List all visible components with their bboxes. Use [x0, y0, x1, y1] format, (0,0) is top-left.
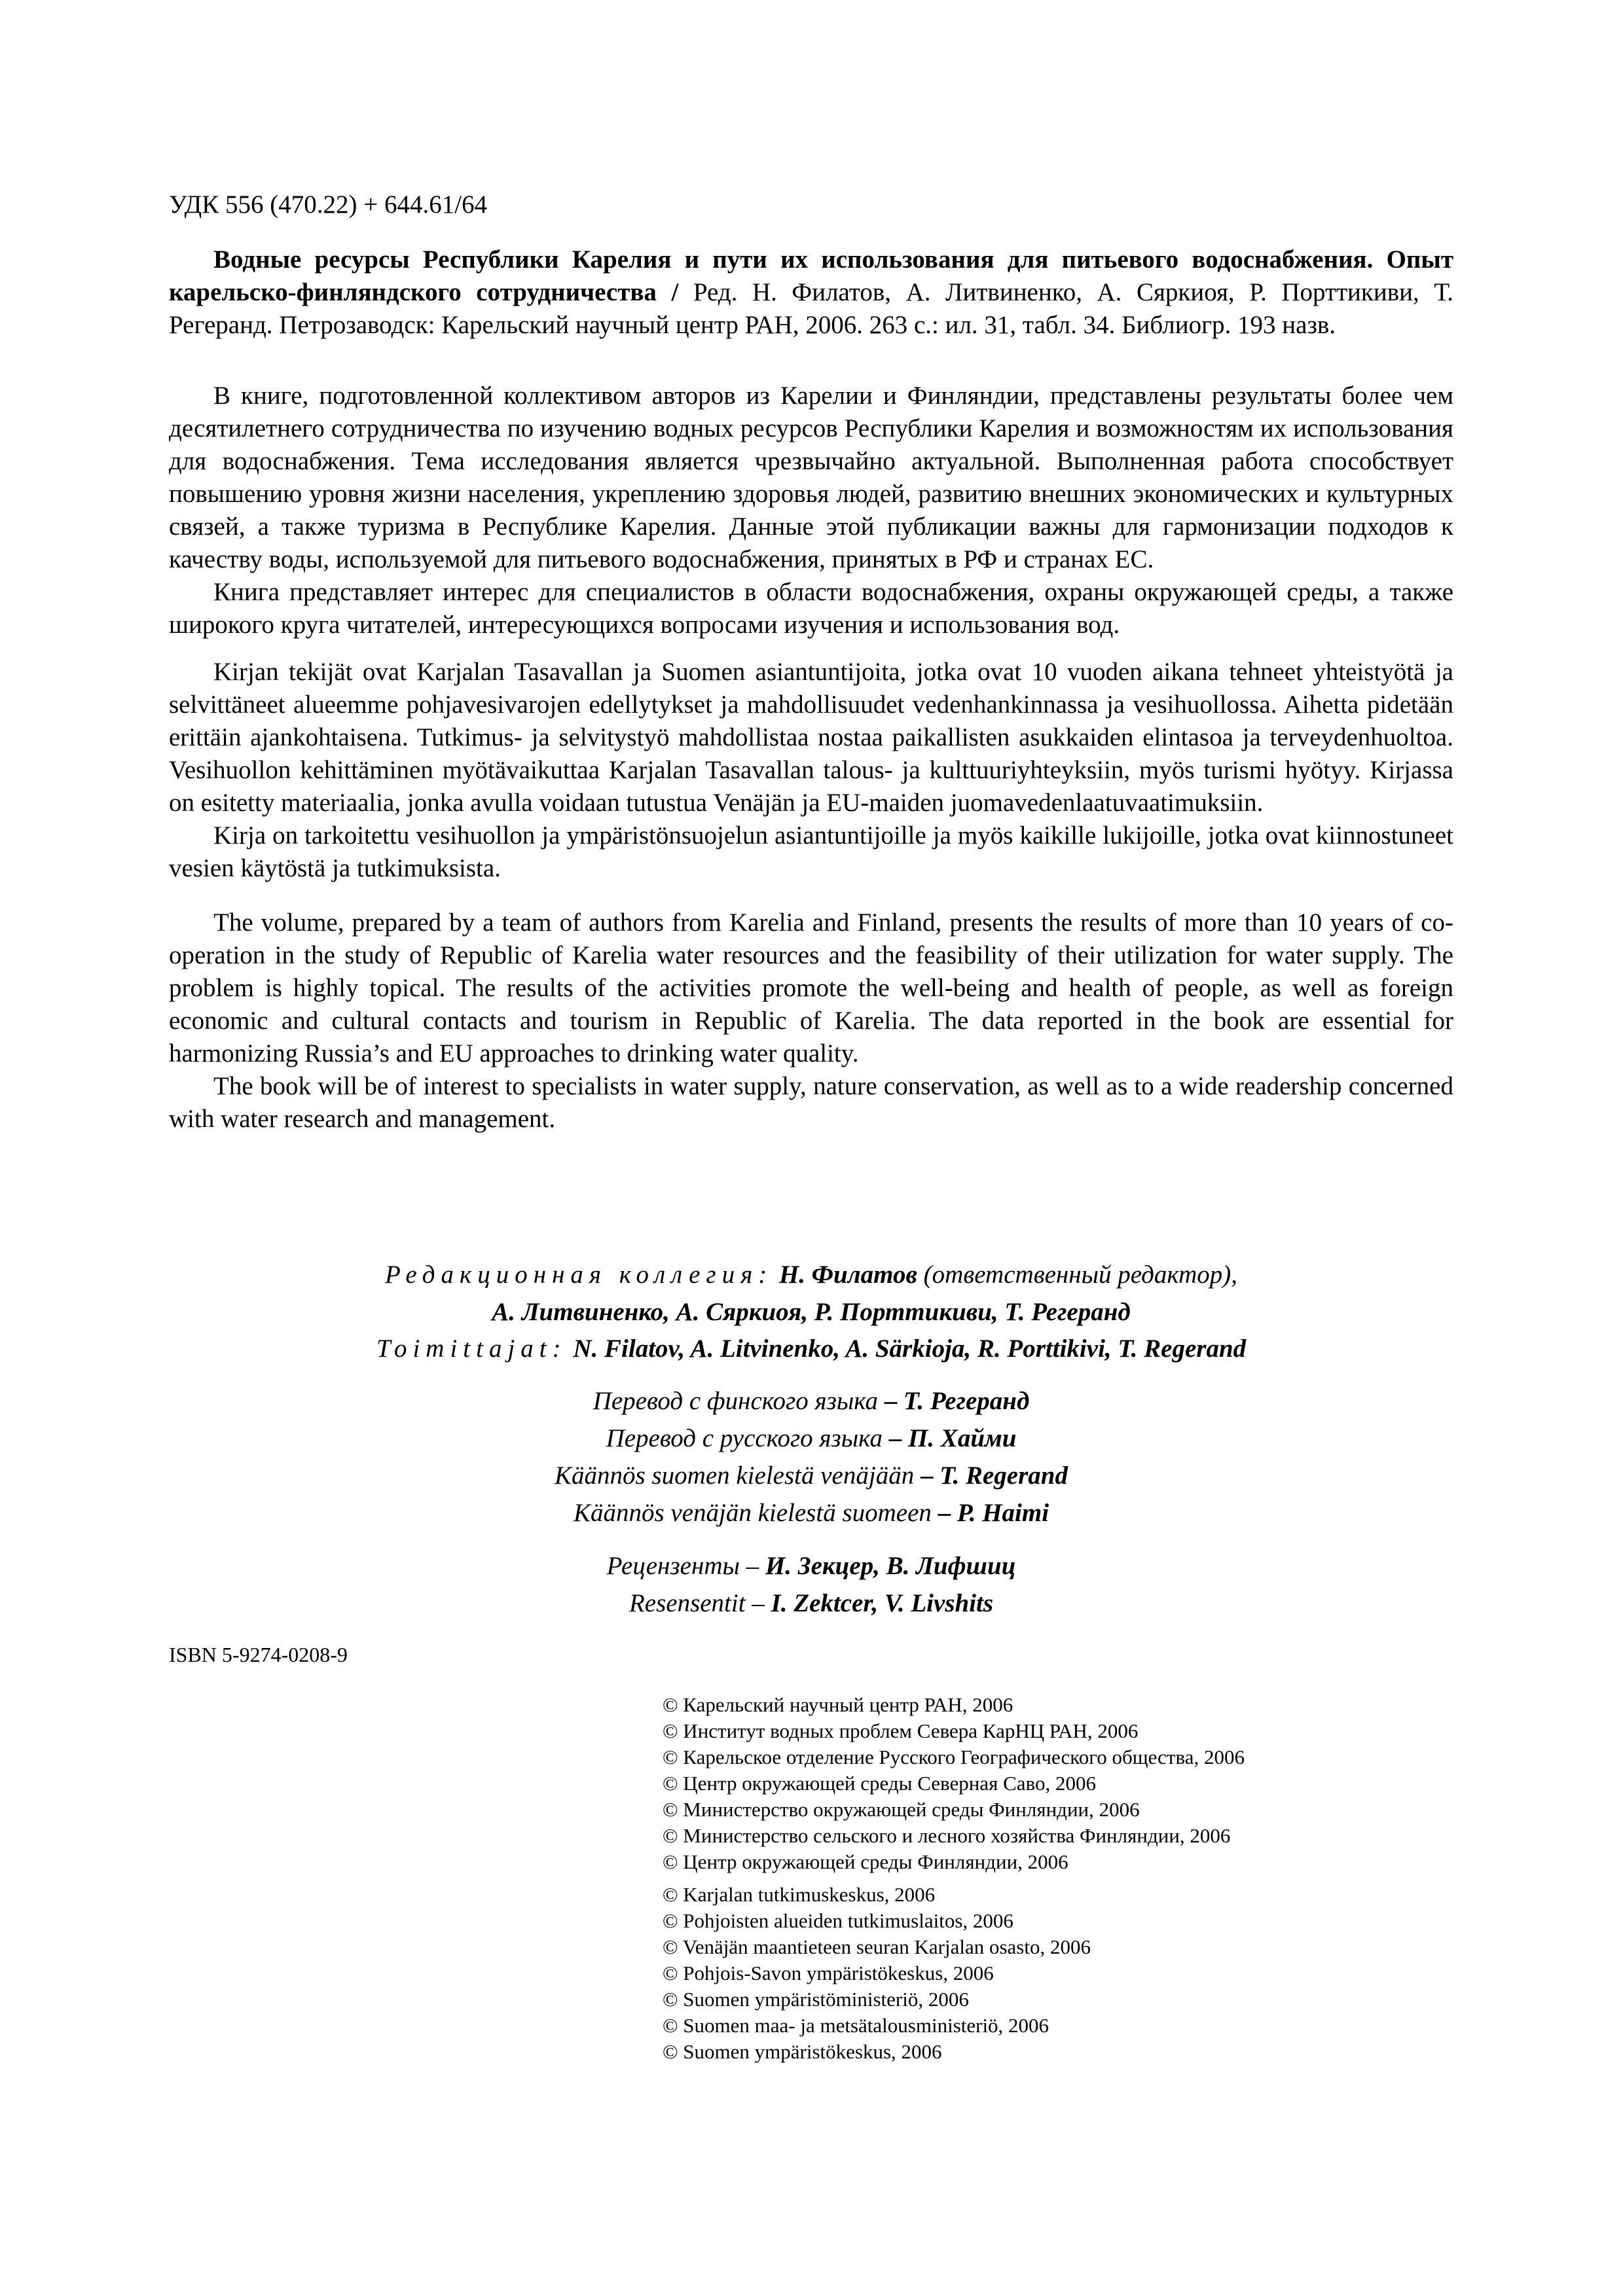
udk-code: УДК 556 (470.22) + 644.61/64	[169, 190, 488, 219]
isbn: ISBN 5-9274-0208-9	[169, 1643, 348, 1666]
chief-editor-role: (ответственный редактор),	[917, 1261, 1237, 1289]
copyright-line: © Центр окружающей среды Северная Саво, 2006	[663, 1772, 1096, 1795]
copyrights-fi	[663, 1882, 1091, 2065]
copyrights-ru	[663, 1692, 1245, 1875]
translation-line: Käännös suomen kielestä venäjään – T. Regerand	[555, 1462, 1068, 1490]
reviewers-ru: Рецензенты – И. Зекцер, В. Лифшиц	[606, 1552, 1016, 1580]
copyright-line: © Suomen ympäristöministeriö, 2006	[663, 1988, 969, 2011]
chief-editor: Н. Филатов	[778, 1261, 917, 1289]
copyright-line: © Карельский научный центр РАН, 2006	[663, 1693, 1013, 1716]
copyright-line: © Институт водных проблем Севера КарНЦ РАН, 2006	[663, 1719, 1139, 1742]
editorial-board-fi	[169, 1334, 1453, 1363]
copyright-line: © Venäjän maantieteen seuran Karjalan osasto, 2006	[663, 1935, 1091, 1958]
abstract-en	[169, 906, 1453, 1136]
reviewers-fi: Resensentit – I. Zektcer, V. Livshits	[629, 1589, 994, 1617]
editorial-label-ru: Редакционная коллегия:	[385, 1261, 773, 1289]
copyright-line: © Карельское отделение Русского Географического общества, 2006	[663, 1746, 1245, 1768]
copyright-line: © Suomen maa- ja metsätalousministeriö, 2006	[663, 2014, 1049, 2037]
copyright-line: © Karjalan tutkimuskeskus, 2006	[663, 1883, 936, 1906]
copyright-line: © Suomen ympäristökeskus, 2006	[663, 2040, 942, 2063]
copyright-line: © Pohjois-Savon ympäristökeskus, 2006	[663, 1962, 994, 1984]
abstract-fi-paragraph: Kirjan tekijät ovat Karjalan Tasavallan ja Suomen asiantuntijoita, jotka ovat 10 vuoden aikana tehneet yhteistyötä ja selvittäneet alueemme pohjavesivarojen edellytykset ja mahdollisuudet vedenhankinnassa ja vesihuollossa. Aihetta pidetään erittäin ajankohtaisena. Tutkimus- ja selvitystyö mahdollistaa nostaa paikallisten asukkaiden elintasoa ja terveydenhuoltoa. Vesihuollon kehittäminen myötävaikuttaa Karjalan Tasavallan talous- ja kulttuuriyhteyksiin, myös turismi hyötyy. Kirjassa on esitetty materiaalia, jonka avulla voidaan tutustua Venäjän ja EU-maiden juomavedenlaatuvaatimuksiin.	[169, 658, 1453, 817]
copyright-line: © Министерство окружающей среды Финляндии, 2006	[663, 1798, 1140, 1821]
copyright-line: © Pohjoisten alueiden tutkimuslaitos, 2006	[663, 1909, 1013, 1932]
bibliographic-record	[169, 243, 1453, 342]
editorial-label-fi: Toimittajat:	[376, 1335, 567, 1363]
abstract-en-paragraph: The book will be of interest to specialists in water supply, nature conservation, as well as to a wide readership concerned with water research and management.	[169, 1072, 1453, 1133]
editorial-board-ru	[169, 1260, 1453, 1289]
book-title: Водные ресурсы Республики Карелия и пути их использования для питьевого водоснабжения. Опыт карельско-финляндского сотрудничества /	[169, 245, 1453, 306]
book-details: Ред. Н. Филатов, А. Литвиненко, А. Сяркиоя, Р. Порттикиви, Т. Регеранд. Петрозаводск: Карельский научный центр РАН, 2006. 263 с.: ил. 31, табл. 34. Библиогр. 193 назв.	[169, 278, 1453, 339]
abstract-ru	[169, 380, 1453, 641]
copyright-line: © Центр окружающей среды Финляндии, 2006	[663, 1850, 1068, 1873]
editorial-names-fi: N. Filatov, A. Litvinenko, A. Särkioja, R. Porttikivi, T. Regerand	[573, 1335, 1247, 1363]
abstract-ru-paragraph: В книге, подготовленной коллективом авторов из Карелии и Финляндии, представлены результаты более чем десятилетнего сотрудничества по изучению водных ресурсов Республики Карелия и возможностям их использования для водоснабжения. Тема исследования является чрезвычайно актуальной. Выполненная работа способствует повышению уровня жизни населения, укреплению здоровья людей, развитию внешних экономических и культурных связей, а также туризма в Республике Карелия. Данные этой публикации важны для гармонизации подходов к качеству воды, используемой для питьевого водоснабжения, принятых в РФ и странах ЕС.	[169, 382, 1453, 573]
editorial-board-ru-names: А. Литвиненко, А. Сяркиоя, Р. Порттикиви, Т. Регеранд	[492, 1298, 1131, 1326]
copyright-line: © Министерство сельского и лесного хозяйства Финляндии, 2006	[663, 1824, 1231, 1847]
abstract-en-paragraph: The volume, prepared by a team of authors from Karelia and Finland, presents the results of more than 10 years of co-operation in the study of Republic of Karelia water resources and the feasibility of their utilization for water supply. The problem is highly topical. The results of the activities promote the well-being and health of people, as well as foreign economic and cultural contacts and tourism in Republic of Karelia. The data reported in the book are essential for harmonizing Russia’s and EU approaches to drinking water quality.	[169, 908, 1453, 1067]
abstract-fi-paragraph: Kirja on tarkoitettu vesihuollon ja ympäristönsuojelun asiantuntijoille ja myös kaikille lukijoille, jotka ovat kiinnostuneet vesien käytöstä ja tutkimuksista.	[169, 821, 1453, 882]
translation-line: Käännös venäjän kielestä suomeen – P. Haimi	[573, 1499, 1049, 1527]
translation-line: Перевод с финского языка – Т. Регеранд	[593, 1387, 1030, 1415]
abstract-fi	[169, 656, 1453, 885]
translation-line: Перевод с русского языка – П. Хайми	[606, 1424, 1017, 1452]
abstract-ru-paragraph: Книга представляет интерес для специалистов в области водоснабжения, охраны окружающей среды, а также широкого круга читателей, интересующихся вопросами изучения и использования вод.	[169, 578, 1453, 639]
